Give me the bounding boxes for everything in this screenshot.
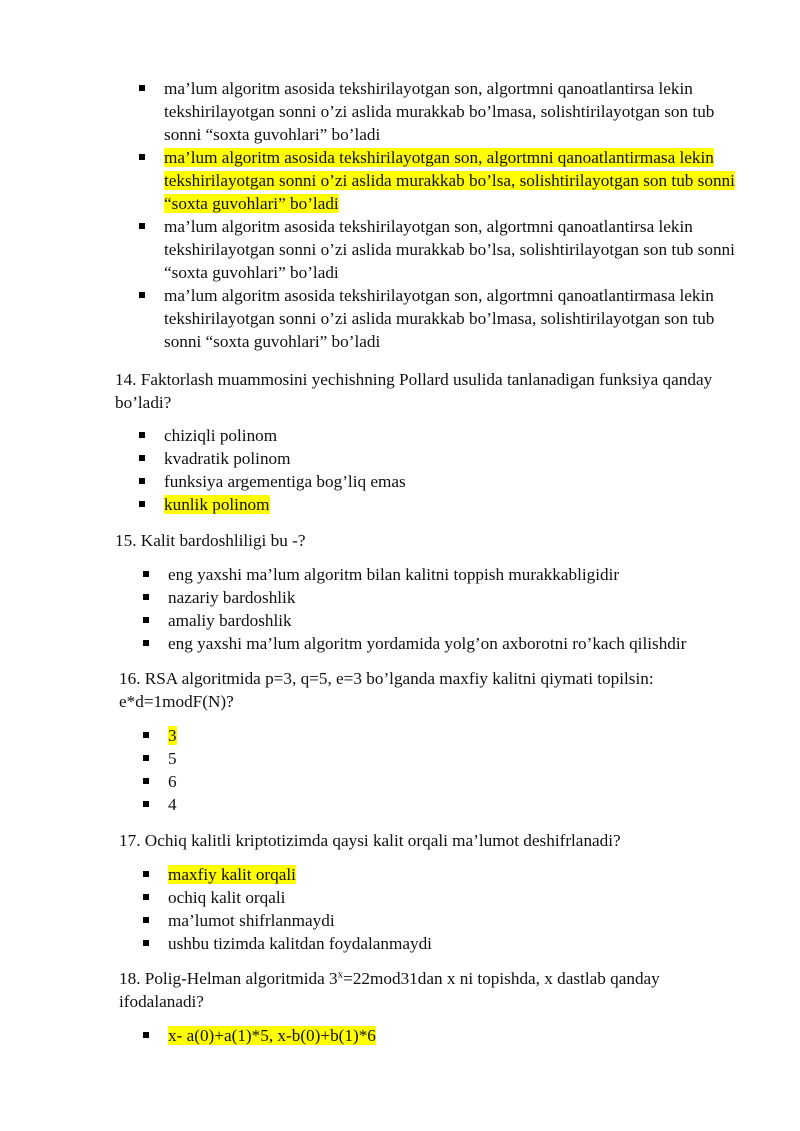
bullet-icon <box>143 755 149 761</box>
option-text: kvadratik polinom <box>164 449 291 468</box>
q13-option-4 <box>139 284 749 353</box>
bullet-icon <box>143 917 149 923</box>
question-14: 14. Faktorlash muammosini yechishning Pollard usulida tanlanadigan funksiya qanday bo’ladi? <box>115 370 713 412</box>
bullet-icon <box>143 571 149 577</box>
option-text: ushbu tizimda kalitdan foydalanmaydi <box>168 934 432 953</box>
q15-option-4 <box>143 632 763 655</box>
option-text: 5 <box>168 749 177 768</box>
option-text: eng yaxshi ma’lum algoritm yordamida yolg’on axborotni ro’kach qilishdir <box>168 634 687 653</box>
bullet-icon <box>143 894 149 900</box>
question-18 <box>119 967 729 1013</box>
bullet-icon <box>139 85 145 91</box>
bullet-icon <box>143 594 149 600</box>
option-text: 3 <box>168 726 177 745</box>
bullet-icon <box>139 478 145 484</box>
q17-options <box>143 863 743 955</box>
question-17: 17. Ochiq kalitli kriptotizimda qaysi kalit orqali ma’lumot deshifrlanadi? <box>119 831 621 850</box>
option-text: chiziqli polinom <box>164 426 278 445</box>
q17-option-4 <box>143 932 743 955</box>
bullet-icon <box>143 801 149 807</box>
question-15: 15. Kalit bardoshliligi bu -? <box>115 531 306 550</box>
bullet-icon <box>143 732 149 738</box>
option-text: 6 <box>168 772 177 791</box>
q13-option-3 <box>139 215 749 284</box>
bullet-icon <box>143 1032 149 1038</box>
option-text: ma’lum algoritm asosida tekshirilayotgan son, algortmni qanoatlantirmasa lekin tekshirilayotgan sonni o’zi aslida murakkab bo’lsa, solishtirilayotgan son tub sonni “soxta guvohlari” bo’ladi <box>164 148 735 213</box>
option-text: ma’lum algoritm asosida tekshirilayotgan son, algortmni qanoatlantirmasa lekin tekshirilayotgan sonni o’zi aslida murakkab bo’lmasa, solishtirilayotgan son tub sonni “soxta guvohlari” bo’ladi <box>164 286 715 351</box>
q14-options <box>139 424 749 516</box>
q14-option-2 <box>139 447 749 470</box>
option-text: nazariy bardoshlik <box>168 588 296 607</box>
bullet-icon <box>143 617 149 623</box>
question-18-exponent: x <box>337 968 344 981</box>
option-text: ma’lum algoritm asosida tekshirilayotgan son, algortmni qanoatlantirsa lekin tekshirilayotgan sonni o’zi aslida murakkab bo’lsa, solishtirilayotgan son tub sonni “soxta guvohlari” bo’ladi <box>164 217 735 282</box>
q18-options <box>143 1024 743 1047</box>
question-18-suffix: =22mod31dan x ni topishda, x dastlab qanday ifodalanadi? <box>119 969 660 1011</box>
q14-option-4-highlighted <box>139 493 749 516</box>
option-text: amaliy bardoshlik <box>168 611 292 630</box>
option-text: eng yaxshi ma’lum algoritm bilan kalitni toppish murakkabligidir <box>168 565 620 584</box>
q16-option-1-highlighted <box>143 724 743 747</box>
q15-option-1 <box>143 563 763 586</box>
option-text: 4 <box>168 795 177 814</box>
option-text: funksiya argementiga bog’liq emas <box>164 472 406 491</box>
option-text: ma’lum algoritm asosida tekshirilayotgan son, algortmni qanoatlantirsa lekin tekshirilayotgan sonni o’zi aslida murakkab bo’lmasa, solishtirilayotgan son tub sonni “soxta guvohlari” bo’ladi <box>164 79 715 144</box>
bullet-icon <box>139 432 145 438</box>
q14-option-3 <box>139 470 749 493</box>
option-text: x- a(0)+a(1)*5, x-b(0)+b(1)*6 <box>168 1026 376 1045</box>
question-16: 16. RSA algoritmida p=3, q=5, e=3 bo’lganda maxfiy kalitni qiymati topilsin: e*d=1modF(N)? <box>119 669 654 711</box>
q13-option-1 <box>139 77 749 146</box>
option-text: kunlik polinom <box>164 495 270 514</box>
bullet-icon <box>143 778 149 784</box>
q16-option-2 <box>143 747 743 770</box>
bullet-icon <box>143 640 149 646</box>
bullet-icon <box>139 154 145 160</box>
q16-options <box>143 724 743 816</box>
q15-option-3 <box>143 609 763 632</box>
q15-option-2 <box>143 586 763 609</box>
option-text: maxfiy kalit orqali <box>168 865 296 884</box>
q17-option-3 <box>143 909 743 932</box>
bullet-icon <box>139 501 145 507</box>
q13-options <box>139 77 749 353</box>
q13-option-2-highlighted <box>139 146 749 215</box>
q16-option-3 <box>143 770 743 793</box>
bullet-icon <box>143 871 149 877</box>
option-text: ma’lumot shifrlanmaydi <box>168 911 335 930</box>
q14-option-1 <box>139 424 749 447</box>
q17-option-1-highlighted <box>143 863 743 886</box>
question-18-prefix: 18. Polig-Helman algoritmida 3 <box>119 969 338 988</box>
q15-options <box>143 563 763 655</box>
q18-option-1-highlighted <box>143 1024 743 1047</box>
bullet-icon <box>139 223 145 229</box>
q16-option-4 <box>143 793 743 816</box>
q17-option-2 <box>143 886 743 909</box>
bullet-icon <box>139 455 145 461</box>
option-text: ochiq kalit orqali <box>168 888 286 907</box>
bullet-icon <box>139 292 145 298</box>
bullet-icon <box>143 940 149 946</box>
